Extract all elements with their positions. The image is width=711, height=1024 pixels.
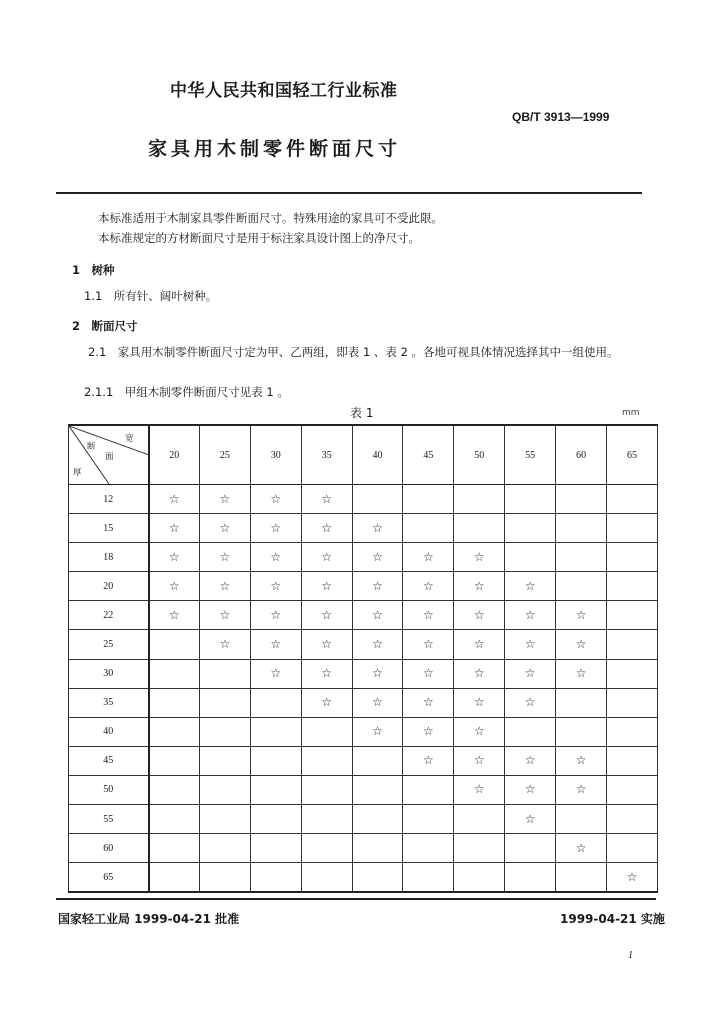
star-mark-cell xyxy=(454,543,505,572)
star-icon: ☆ xyxy=(575,607,587,622)
row-thickness-label: 30 xyxy=(69,659,149,688)
star-mark-cell xyxy=(454,688,505,717)
table-body xyxy=(69,485,658,893)
empty-cell xyxy=(403,775,454,804)
star-mark-cell xyxy=(199,601,250,630)
star-mark-cell xyxy=(352,543,403,572)
star-mark-cell xyxy=(250,659,301,688)
table-row xyxy=(69,543,658,572)
star-icon: ☆ xyxy=(270,607,282,622)
star-icon: ☆ xyxy=(321,520,332,535)
star-icon: ☆ xyxy=(372,578,383,593)
star-icon: ☆ xyxy=(321,549,332,564)
column-header: 40 xyxy=(352,425,403,485)
row-thickness-label: 18 xyxy=(69,543,149,572)
empty-cell xyxy=(149,805,200,834)
intro-paragraph-1: 本标准适用于木制家具零件断面尺寸。特殊用途的家具可不受此限。 xyxy=(98,211,443,225)
star-mark-cell xyxy=(403,746,454,775)
star-mark-cell xyxy=(556,834,607,863)
row-thickness-label: 45 xyxy=(69,746,149,775)
corner-section-label-1: 断 xyxy=(87,442,96,452)
empty-cell xyxy=(607,543,658,572)
star-icon: ☆ xyxy=(524,666,536,681)
star-mark-cell xyxy=(505,805,556,834)
header-divider xyxy=(56,192,642,194)
star-mark-cell xyxy=(505,572,556,601)
star-icon: ☆ xyxy=(321,695,332,710)
section-size-table xyxy=(68,424,658,893)
star-icon: ☆ xyxy=(219,520,231,535)
clause-1-1: 1.1 所有针、阔叶树种。 xyxy=(84,289,218,303)
star-mark-cell xyxy=(556,775,607,804)
star-icon: ☆ xyxy=(168,520,180,535)
empty-cell xyxy=(454,485,505,514)
star-icon: ☆ xyxy=(473,578,485,593)
star-icon: ☆ xyxy=(321,491,332,506)
star-icon: ☆ xyxy=(372,520,383,535)
column-header: 20 xyxy=(149,425,200,485)
star-icon: ☆ xyxy=(473,666,485,681)
star-mark-cell xyxy=(403,659,454,688)
star-icon: ☆ xyxy=(524,695,536,710)
empty-cell xyxy=(149,746,200,775)
table-row xyxy=(69,834,658,863)
star-mark-cell xyxy=(199,485,250,514)
clause-2-1: 2.1 家具用木制零件断面尺寸定为甲、乙两组，即表 1 、表 2 。各地可视具体情况选择其中一组使用。 xyxy=(88,345,619,359)
star-mark-cell xyxy=(556,601,607,630)
document-title: 家具用木制零件断面尺寸 xyxy=(148,138,402,160)
star-mark-cell xyxy=(149,485,200,514)
star-icon: ☆ xyxy=(270,578,282,593)
empty-cell xyxy=(199,659,250,688)
star-icon: ☆ xyxy=(575,753,587,768)
star-icon: ☆ xyxy=(575,782,587,797)
row-thickness-label: 15 xyxy=(69,514,149,543)
star-mark-cell xyxy=(556,659,607,688)
clause-2-1-1: 2.1.1 甲组木制零件断面尺寸见表 1 。 xyxy=(84,385,289,399)
column-header: 50 xyxy=(454,425,505,485)
star-mark-cell xyxy=(403,717,454,746)
section-2-heading: 2 断面尺寸 xyxy=(72,319,138,333)
empty-cell xyxy=(301,746,352,775)
star-icon: ☆ xyxy=(372,637,383,652)
star-icon: ☆ xyxy=(423,607,434,622)
column-header: 30 xyxy=(250,425,301,485)
star-icon: ☆ xyxy=(321,607,332,622)
empty-cell xyxy=(352,863,403,893)
star-mark-cell xyxy=(250,601,301,630)
standard-number: QB/T 3913—1999 xyxy=(512,110,610,124)
star-mark-cell xyxy=(505,659,556,688)
empty-cell xyxy=(301,863,352,893)
empty-cell xyxy=(250,834,301,863)
empty-cell xyxy=(454,834,505,863)
table-unit: mm xyxy=(622,408,640,418)
column-header: 45 xyxy=(403,425,454,485)
empty-cell xyxy=(556,863,607,893)
star-mark-cell xyxy=(149,543,200,572)
empty-cell xyxy=(149,834,200,863)
star-icon: ☆ xyxy=(270,549,282,564)
star-icon: ☆ xyxy=(219,549,231,564)
table-row xyxy=(69,775,658,804)
empty-cell xyxy=(556,514,607,543)
star-mark-cell xyxy=(301,514,352,543)
empty-cell xyxy=(607,717,658,746)
empty-cell xyxy=(149,775,200,804)
empty-cell xyxy=(505,543,556,572)
star-mark-cell xyxy=(403,688,454,717)
star-mark-cell xyxy=(454,601,505,630)
star-mark-cell xyxy=(505,601,556,630)
star-mark-cell xyxy=(454,775,505,804)
empty-cell xyxy=(199,805,250,834)
empty-cell xyxy=(352,775,403,804)
table-row xyxy=(69,601,658,630)
empty-cell xyxy=(556,543,607,572)
table-caption: 表 1 xyxy=(350,406,374,420)
empty-cell xyxy=(403,514,454,543)
empty-cell xyxy=(607,659,658,688)
row-thickness-label: 50 xyxy=(69,775,149,804)
empty-cell xyxy=(607,572,658,601)
star-icon: ☆ xyxy=(524,782,536,797)
page-number: 1 xyxy=(628,950,633,961)
table-corner-cell xyxy=(69,425,149,485)
empty-cell xyxy=(199,775,250,804)
star-icon: ☆ xyxy=(270,666,282,681)
star-icon: ☆ xyxy=(473,549,485,564)
empty-cell xyxy=(199,863,250,893)
empty-cell xyxy=(301,717,352,746)
table-row xyxy=(69,572,658,601)
star-icon: ☆ xyxy=(626,869,638,884)
star-icon: ☆ xyxy=(168,578,180,593)
star-mark-cell xyxy=(454,717,505,746)
empty-cell xyxy=(250,688,301,717)
star-icon: ☆ xyxy=(473,724,485,739)
star-icon: ☆ xyxy=(524,753,536,768)
table-row xyxy=(69,717,658,746)
empty-cell xyxy=(352,485,403,514)
table-row xyxy=(69,746,658,775)
star-icon: ☆ xyxy=(168,607,180,622)
star-mark-cell xyxy=(301,543,352,572)
star-icon: ☆ xyxy=(270,637,282,652)
empty-cell xyxy=(607,688,658,717)
empty-cell xyxy=(556,485,607,514)
star-mark-cell xyxy=(149,601,200,630)
row-thickness-label: 60 xyxy=(69,834,149,863)
empty-cell xyxy=(403,863,454,893)
empty-cell xyxy=(403,805,454,834)
empty-cell xyxy=(454,514,505,543)
empty-cell xyxy=(301,834,352,863)
star-mark-cell xyxy=(250,514,301,543)
star-icon: ☆ xyxy=(473,753,485,768)
row-thickness-label: 20 xyxy=(69,572,149,601)
empty-cell xyxy=(607,630,658,659)
star-icon: ☆ xyxy=(524,578,536,593)
empty-cell xyxy=(505,514,556,543)
star-mark-cell xyxy=(149,514,200,543)
star-icon: ☆ xyxy=(321,578,332,593)
empty-cell xyxy=(199,717,250,746)
star-mark-cell xyxy=(352,572,403,601)
star-mark-cell xyxy=(301,659,352,688)
empty-cell xyxy=(403,485,454,514)
row-thickness-label: 12 xyxy=(69,485,149,514)
star-icon: ☆ xyxy=(575,666,587,681)
empty-cell xyxy=(250,746,301,775)
empty-cell xyxy=(301,775,352,804)
star-mark-cell xyxy=(403,630,454,659)
star-icon: ☆ xyxy=(372,695,383,710)
star-mark-cell xyxy=(454,746,505,775)
star-icon: ☆ xyxy=(473,695,485,710)
corner-width-label: 宽 xyxy=(125,434,134,444)
star-mark-cell xyxy=(301,601,352,630)
table-header-row xyxy=(69,425,658,485)
intro-paragraph-2: 本标准规定的方材断面尺寸是用于标注家具设计图上的净尺寸。 xyxy=(98,231,420,245)
star-icon: ☆ xyxy=(575,637,587,652)
star-icon: ☆ xyxy=(321,637,332,652)
star-icon: ☆ xyxy=(473,782,485,797)
row-thickness-label: 40 xyxy=(69,717,149,746)
empty-cell xyxy=(352,834,403,863)
star-icon: ☆ xyxy=(423,753,434,768)
empty-cell xyxy=(149,659,200,688)
star-mark-cell xyxy=(250,485,301,514)
star-mark-cell xyxy=(301,630,352,659)
star-icon: ☆ xyxy=(219,578,231,593)
star-mark-cell xyxy=(352,514,403,543)
star-icon: ☆ xyxy=(423,549,434,564)
row-thickness-label: 35 xyxy=(69,688,149,717)
empty-cell xyxy=(505,834,556,863)
empty-cell xyxy=(607,485,658,514)
star-icon: ☆ xyxy=(219,637,231,652)
star-icon: ☆ xyxy=(270,520,282,535)
star-mark-cell xyxy=(556,630,607,659)
row-thickness-label: 55 xyxy=(69,805,149,834)
star-mark-cell xyxy=(352,659,403,688)
star-mark-cell xyxy=(250,543,301,572)
star-icon: ☆ xyxy=(423,666,434,681)
section-1-heading: 1 树种 xyxy=(72,263,115,277)
star-mark-cell xyxy=(403,601,454,630)
star-icon: ☆ xyxy=(423,637,434,652)
empty-cell xyxy=(454,863,505,893)
star-mark-cell xyxy=(199,514,250,543)
effective-date: 1999-04-21 实施 xyxy=(560,912,665,926)
empty-cell xyxy=(505,863,556,893)
star-mark-cell xyxy=(556,746,607,775)
star-mark-cell xyxy=(505,746,556,775)
empty-cell xyxy=(556,688,607,717)
star-icon: ☆ xyxy=(219,491,231,506)
empty-cell xyxy=(250,863,301,893)
issuing-organization: 中华人民共和国轻工行业标准 xyxy=(170,81,398,101)
star-mark-cell xyxy=(403,543,454,572)
empty-cell xyxy=(352,746,403,775)
star-mark-cell xyxy=(454,630,505,659)
star-icon: ☆ xyxy=(372,549,383,564)
column-header: 35 xyxy=(301,425,352,485)
star-icon: ☆ xyxy=(270,491,282,506)
empty-cell xyxy=(607,805,658,834)
star-mark-cell xyxy=(505,688,556,717)
empty-cell xyxy=(199,834,250,863)
star-mark-cell xyxy=(301,485,352,514)
star-icon: ☆ xyxy=(372,607,383,622)
empty-cell xyxy=(607,834,658,863)
row-thickness-label: 22 xyxy=(69,601,149,630)
footer-divider xyxy=(56,898,656,900)
star-mark-cell xyxy=(454,659,505,688)
star-mark-cell xyxy=(607,863,658,893)
table-row xyxy=(69,659,658,688)
empty-cell xyxy=(607,601,658,630)
star-icon: ☆ xyxy=(168,491,180,506)
empty-cell xyxy=(556,572,607,601)
star-icon: ☆ xyxy=(473,637,485,652)
star-mark-cell xyxy=(199,572,250,601)
empty-cell xyxy=(149,863,200,893)
column-header: 60 xyxy=(556,425,607,485)
empty-cell xyxy=(607,746,658,775)
approval-statement: 国家轻工业局 1999-04-21 批准 xyxy=(58,912,240,926)
row-thickness-label: 25 xyxy=(69,630,149,659)
star-mark-cell xyxy=(352,717,403,746)
star-icon: ☆ xyxy=(575,840,587,855)
star-icon: ☆ xyxy=(219,607,231,622)
star-mark-cell xyxy=(403,572,454,601)
table-row xyxy=(69,630,658,659)
star-icon: ☆ xyxy=(524,637,536,652)
empty-cell xyxy=(454,805,505,834)
empty-cell xyxy=(149,630,200,659)
star-mark-cell xyxy=(250,630,301,659)
empty-cell xyxy=(149,717,200,746)
empty-cell xyxy=(607,514,658,543)
star-mark-cell xyxy=(352,630,403,659)
column-header: 55 xyxy=(505,425,556,485)
empty-cell xyxy=(352,805,403,834)
star-mark-cell xyxy=(301,572,352,601)
star-icon: ☆ xyxy=(423,724,434,739)
empty-cell xyxy=(556,717,607,746)
table-row xyxy=(69,805,658,834)
table-row xyxy=(69,485,658,514)
empty-cell xyxy=(607,775,658,804)
empty-cell xyxy=(505,717,556,746)
star-mark-cell xyxy=(454,572,505,601)
table-row xyxy=(69,863,658,893)
table-row xyxy=(69,688,658,717)
empty-cell xyxy=(250,717,301,746)
empty-cell xyxy=(199,688,250,717)
row-thickness-label: 65 xyxy=(69,863,149,893)
empty-cell xyxy=(199,746,250,775)
star-icon: ☆ xyxy=(372,666,383,681)
table-row xyxy=(69,514,658,543)
star-mark-cell xyxy=(352,688,403,717)
star-mark-cell xyxy=(352,601,403,630)
star-icon: ☆ xyxy=(524,607,536,622)
star-icon: ☆ xyxy=(524,811,536,826)
star-mark-cell xyxy=(505,630,556,659)
star-icon: ☆ xyxy=(168,549,180,564)
star-mark-cell xyxy=(199,543,250,572)
empty-cell xyxy=(301,805,352,834)
star-mark-cell xyxy=(149,572,200,601)
corner-section-label-2: 面 xyxy=(105,452,114,462)
star-icon: ☆ xyxy=(321,666,332,681)
star-mark-cell xyxy=(505,775,556,804)
empty-cell xyxy=(505,485,556,514)
star-icon: ☆ xyxy=(473,607,485,622)
star-mark-cell xyxy=(250,572,301,601)
empty-cell xyxy=(556,805,607,834)
empty-cell xyxy=(250,805,301,834)
empty-cell xyxy=(403,834,454,863)
star-mark-cell xyxy=(199,630,250,659)
star-mark-cell xyxy=(301,688,352,717)
empty-cell xyxy=(250,775,301,804)
corner-thickness-label: 厚 xyxy=(73,468,82,478)
star-icon: ☆ xyxy=(372,724,383,739)
star-icon: ☆ xyxy=(423,578,434,593)
column-header: 25 xyxy=(199,425,250,485)
empty-cell xyxy=(149,688,200,717)
star-icon: ☆ xyxy=(423,695,434,710)
column-header: 65 xyxy=(607,425,658,485)
